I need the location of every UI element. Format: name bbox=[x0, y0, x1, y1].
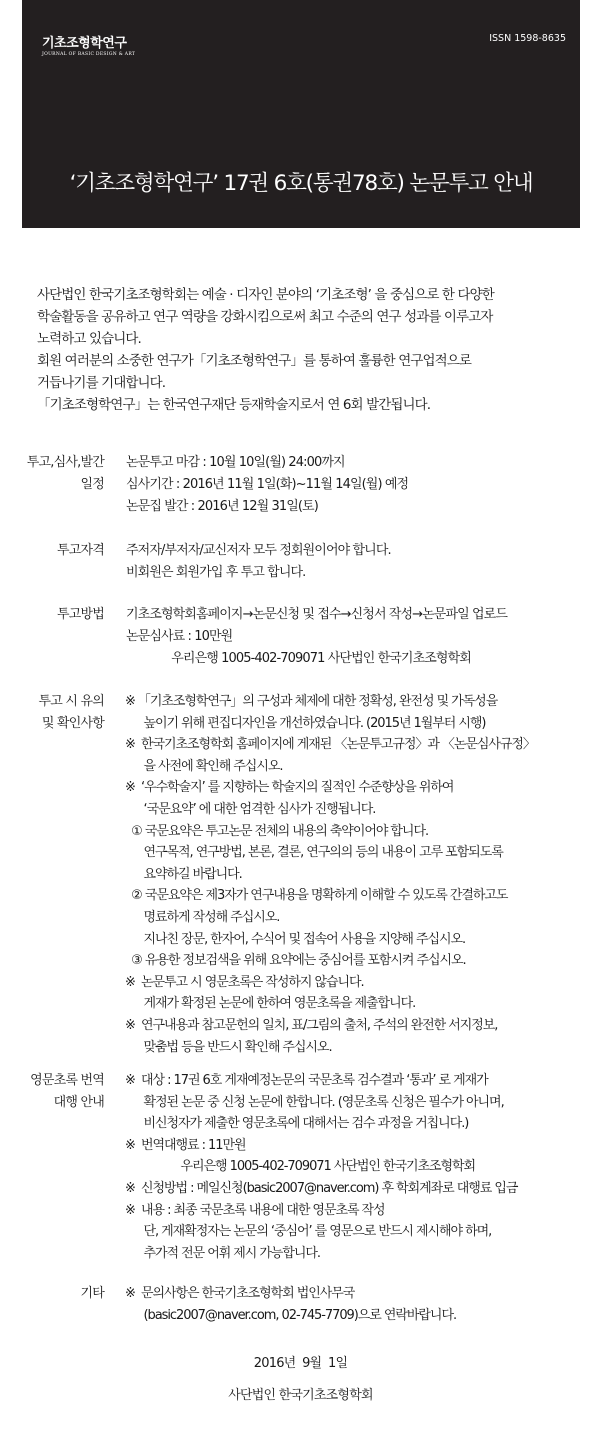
label-line: 투고 시 유의 bbox=[38, 694, 104, 709]
note-line: 요약하길 바랍니다. bbox=[125, 866, 242, 882]
note-line: 게재가 확정된 논문에 한하여 영문초록을 제출합니다. bbox=[125, 996, 416, 1012]
intro-line: 사단법인 한국기초조형학회는 예술 · 디자인 분야의 ‘기초조형’ 을 중심으로 한 다양한 bbox=[37, 287, 494, 303]
etc-content bbox=[125, 1283, 456, 1326]
label-line: 일정 bbox=[80, 477, 104, 492]
note-line: 확정된 논문 중 신청 논문에 한합니다. (영문초록 신청은 필수가 아니며, bbox=[125, 1094, 504, 1110]
content-line: 논문심사료 : 10만원 bbox=[126, 629, 233, 644]
intro-line: 회원 여러분의 소중한 연구가「기초조형학연구」를 통하여 훌륭한 연구업적으로 bbox=[37, 353, 472, 369]
note-line: ※ 신청방법 : 메일신청(basic2007@naver.com) 후 학회계좌로 대행료 입금 bbox=[125, 1180, 518, 1196]
note-line: ※ 연구내용과 참고문헌의 일치, 표/그림의 출처, 주석의 완전한 서지정보, bbox=[125, 1017, 498, 1033]
method-label bbox=[0, 604, 104, 626]
label-line: 대행 안내 bbox=[53, 1095, 104, 1110]
header-banner bbox=[22, 0, 580, 228]
note-line: ② 국문요약은 제3자가 연구내용을 명확하게 이해할 수 있도록 간결하고도 bbox=[125, 888, 508, 904]
notes-label bbox=[0, 691, 104, 735]
label-line: 투고자격 bbox=[56, 543, 104, 558]
footer-organization: 사단법인 한국기초조형학회 bbox=[228, 1388, 373, 1403]
note-line: 연구목적, 연구방법, 본론, 결론, 연구의의 등의 내용이 고루 포함되도록 bbox=[125, 845, 503, 861]
note-line: ‘국문요약’ 에 대한 엄격한 심사가 진행됩니다. bbox=[125, 801, 376, 817]
note-line: (basic2007@naver.com, 02-745-7709)으로 연락바랍니다. bbox=[125, 1307, 457, 1323]
note-line: 지나친 장문, 한자어, 수식어 및 접속어 사용을 지양해 주십시오. bbox=[125, 931, 466, 947]
label-line: 및 확인사항 bbox=[41, 716, 104, 731]
notes-content bbox=[125, 691, 535, 1058]
intro-line: 노력하고 있습니다. bbox=[37, 331, 141, 347]
note-line: ※ 「기초조형학연구」의 구성과 체제에 대한 정확성, 완전성 및 가독성을 bbox=[125, 694, 498, 709]
translation-label bbox=[0, 1070, 104, 1114]
note-line: ※ 한국기초조형학회 홈페이지에 게재된 〈논문투고규정〉과 〈논문심사규정〉 bbox=[125, 737, 535, 753]
schedule-publication: 논문집 발간 : 2016년 12월 31일(토) bbox=[126, 499, 318, 514]
note-line: 맞춤법 등을 반드시 확인해 주십시오. bbox=[125, 1039, 332, 1055]
journal-logo: 기초조형학연구 bbox=[42, 36, 127, 51]
note-line: 추가적 전문 어휘 제시 가능합니다. bbox=[125, 1245, 321, 1261]
label-line: 영문초록 번역 bbox=[30, 1073, 104, 1088]
intro-paragraph bbox=[37, 284, 567, 416]
schedule-label bbox=[0, 452, 104, 496]
note-line: 을 사전에 확인해 주십시오. bbox=[125, 758, 283, 774]
note-line: ※ 논문투고 시 영문초록은 작성하지 않습니다. bbox=[125, 974, 364, 990]
content-line: 비회원은 회원가입 후 투고 합니다. bbox=[126, 565, 306, 580]
issn-number: ISSN 1598-8635 bbox=[489, 33, 566, 44]
note-line: ③ 유용한 정보검색을 위해 요약에는 중심어를 포함시켜 주십시오. bbox=[125, 953, 466, 969]
note-line: 비신청자가 제출한 영문초록에 대해서는 검수 과정을 거칩니다.) bbox=[125, 1116, 469, 1132]
content-line: 주저자/부저자/교신저자 모두 정회원이어야 합니다. bbox=[126, 543, 391, 558]
intro-line: 학술활동을 공유하고 연구 역량을 강화시킴으로써 최고 수준의 연구 성과를 이루고자 bbox=[37, 309, 493, 325]
note-line: ※ 내용 : 최종 국문초록 내용에 대한 영문초록 작성 bbox=[125, 1202, 385, 1218]
intro-line: 거듭나기를 기대합니다. bbox=[37, 375, 166, 391]
label-line: 투고,심사,발간 bbox=[26, 455, 104, 470]
content-line: 기초조형학회홈페이지→논문신청 및 접수→신청서 작성→논문파일 업로드 bbox=[126, 607, 507, 622]
note-line: 높이기 위해 편집디자인을 개선하였습니다. (2015년 1월부터 시행) bbox=[125, 715, 486, 731]
schedule-content bbox=[126, 452, 408, 518]
schedule-deadline: 논문투고 마감 : 10월 10일(월) 24:00까지 bbox=[126, 455, 345, 470]
footer-date: 2016년 9월 1일 bbox=[253, 1356, 348, 1371]
note-line: ※ 번역대행료 : 11만원 bbox=[125, 1137, 246, 1153]
eligibility-label bbox=[0, 540, 104, 562]
note-line: ※ ‘우수학술지’ 를 지향하는 학술지의 질적인 수준향상을 위하여 bbox=[125, 780, 454, 796]
translation-content bbox=[125, 1070, 517, 1264]
note-line: 명료하게 작성해 주십시오. bbox=[125, 909, 280, 925]
method-content bbox=[126, 604, 507, 670]
schedule-review-period: 심사기간 : 2016년 11월 1일(화)~11월 14일(월) 예정 bbox=[126, 477, 409, 492]
content-line: 우리은행 1005-402-709071 사단법인 한국기초조형학회 bbox=[126, 651, 471, 666]
note-line: 우리은행 1005-402-709071 사단법인 한국기초조형학회 bbox=[125, 1159, 476, 1175]
journal-logo-subtitle: JOURNAL OF BASIC DESIGN & ART bbox=[42, 52, 136, 57]
label-line: 기타 bbox=[80, 1286, 104, 1301]
intro-line: 「기초조형학연구」는 한국연구재단 등재학술지로서 연 6회 발간됩니다. bbox=[37, 397, 431, 413]
page-title: ‘기초조형학연구’ 17권 6호(통권78호) 논문투고 안내 bbox=[69, 171, 533, 196]
note-line: ※ 대상 : 17권 6호 게재예정논문의 국문초록 검수결과 ‘통과’ 로 게재가 bbox=[125, 1073, 488, 1088]
etc-label bbox=[0, 1283, 104, 1305]
label-line: 투고방법 bbox=[56, 607, 104, 622]
eligibility-content bbox=[126, 540, 391, 584]
note-line: ① 국문요약은 투고논문 전체의 내용의 축약이어야 합니다. bbox=[125, 823, 429, 839]
note-line: 단, 게재확정자는 논문의 ‘중심어’ 를 영문으로 반드시 제시해야 하며, bbox=[125, 1224, 492, 1240]
note-line: ※ 문의사항은 한국기초조형학회 법인사무국 bbox=[125, 1286, 355, 1301]
